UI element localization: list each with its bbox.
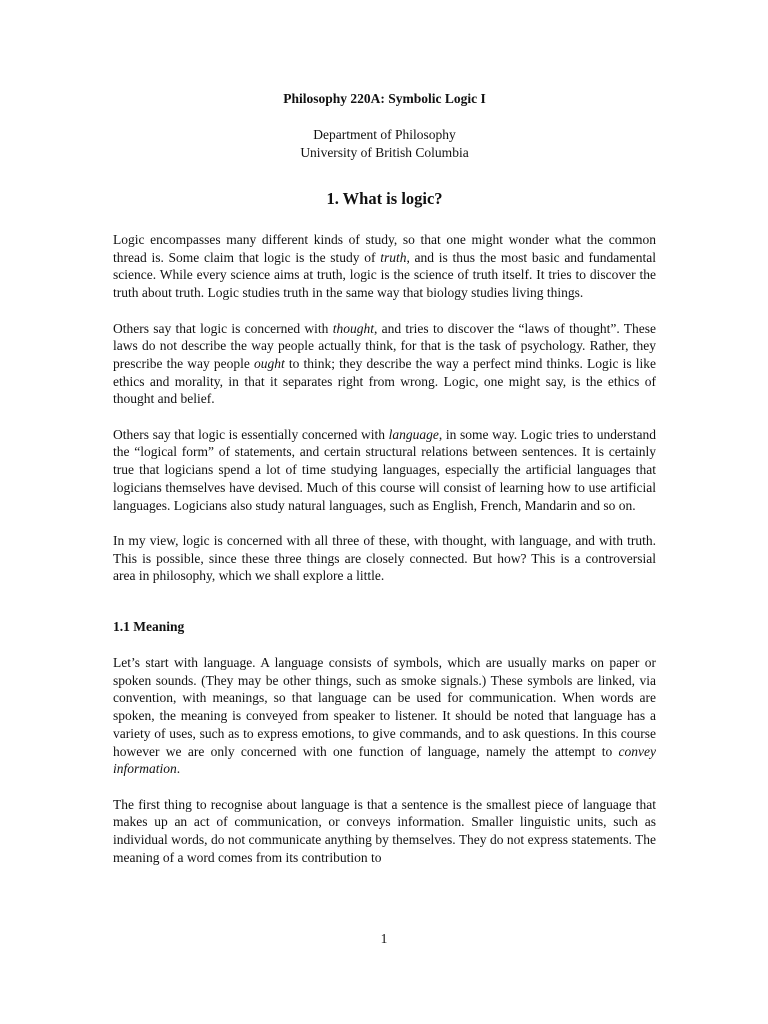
- section-heading: 1. What is logic?: [326, 189, 443, 208]
- paragraph-text: In my view, logic is concerned with all three of these, with thought, with language, and with truth. This is possible, since these three things are closely connected. But how? This is a controversial area in philosophy, which we shall explore a little.: [113, 532, 656, 584]
- paragraph-meaning-intro: [113, 654, 656, 778]
- paragraph-sentence: [113, 796, 656, 867]
- paragraph-thought: [113, 320, 656, 409]
- paragraph-text: Others say that logic is essentially concerned with: [113, 426, 389, 442]
- emphasis-truth: truth: [380, 249, 407, 265]
- emphasis-ought: ought: [253, 355, 285, 371]
- paragraph-text: to think; they describe the way a perfect mind thinks. Logic is like ethics and morality, in that it separates right from wrong. Logic, one might say, is the ethics of thought and belief.: [113, 355, 656, 407]
- emphasis-convey-information: convey information: [113, 743, 656, 777]
- paragraph-text: .: [176, 761, 181, 777]
- paragraph-view: [113, 532, 656, 585]
- paragraph-text: , and is thus the most basic and fundamental science. While every science aims at truth, logic is the science of truth itself. It tries to discover the truth about truth. Logic studies truth in the same way that biology studies living things.: [113, 249, 656, 301]
- course-title: Philosophy 220A: Symbolic Logic I: [283, 91, 486, 106]
- paragraph-text: Others say that logic is concerned with: [113, 320, 333, 336]
- paragraph-text: Let’s start with language. A language consists of symbols, which are usually marks on paper or spoken sounds. (They may be other things, such as smoke signals.) These symbols are linked, via convention, with meanings, so that language can be used for communication. When words are spoken, the meaning is conveyed from speaker to listener. It should be noted that language has a variety of uses, such as to express emotions, to give commands, and to ask questions. In this course however we are only concerned with one function of language, namely the attempt to: [113, 655, 656, 759]
- paragraph-text: The first thing to recognise about language is that a sentence is the smallest piece of language that makes up an act of communication, or conveys information. Smaller linguistic units, such as individual words, do not communicate anything by themselves. They do not express statements. The meaning of a word comes from its contribution to: [113, 796, 656, 865]
- page-number: 1: [380, 931, 388, 946]
- university-name: University of British Columbia: [300, 145, 469, 160]
- document-page: [113, 90, 656, 884]
- department-name: Department of Philosophy: [313, 127, 456, 142]
- paragraph-text: , in some way. Logic tries to understand the “logical form” of statements, and certain structural relations between sentences. It is certainly true that logicians spend a lot of time studying languages, especially the artificial languages that logicians themselves have devised. Much of this course will consist of learning how to use artificial languages. Logicians also study natural languages, such as English, French, Mandarin and so on.: [113, 426, 656, 513]
- paragraph-text: , and tries to discover the “laws of thought”. These laws do not describe the way people actually think, for that is the task of psychology. Rather, they prescribe the way people: [113, 320, 656, 371]
- emphasis-thought: thought: [332, 320, 374, 336]
- paragraph-text: Logic encompasses many different kinds of study, so that one might wonder what the common thread is. Some claim that logic is the study of: [113, 232, 656, 265]
- paragraph-truth: [113, 231, 656, 302]
- emphasis-language: language: [388, 426, 439, 442]
- subsection-heading: 1.1 Meaning: [113, 619, 185, 635]
- paragraph-language: [113, 426, 656, 515]
